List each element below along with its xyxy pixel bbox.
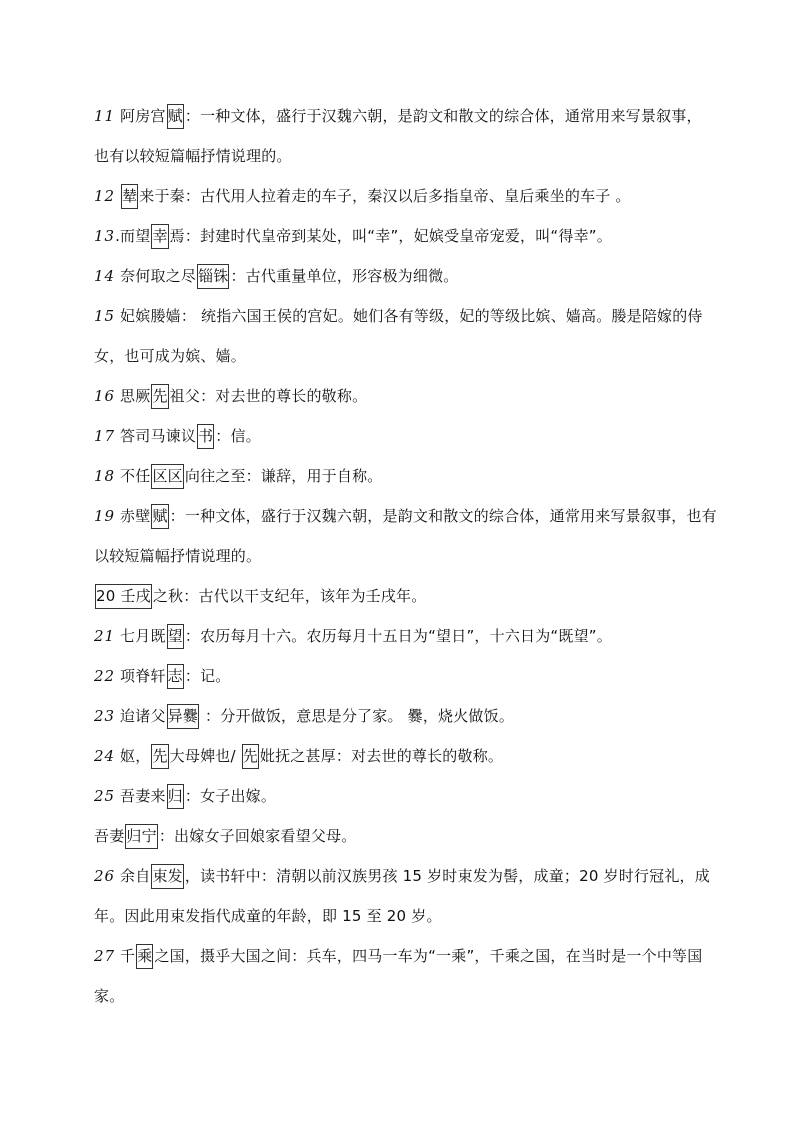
boxed-term: 乘 [136, 944, 153, 969]
entry-text: 吾妻 [94, 827, 125, 845]
annotation-entry [94, 496, 724, 576]
entry-text: ：一种文体，盛行于汉魏六朝，是韵文和散文的综合体，通常用来写景叙事，也有以较短篇幅抒情说理的。 [94, 107, 702, 165]
annotation-entry [94, 616, 714, 656]
annotation-entry [94, 656, 714, 696]
annotation-entry [94, 736, 714, 776]
annotation-entry [94, 176, 714, 216]
annotation-entry [94, 96, 714, 176]
boxed-term: 锱铢 [197, 264, 229, 289]
entry-text: ：农历每月十六。农历每月十五日为“望日”，十六日为“既望”。 [184, 627, 612, 645]
annotation-entry [94, 216, 714, 256]
boxed-term: 区区 [151, 464, 183, 489]
boxed-term: 归宁 [125, 824, 157, 849]
entry-text: 千 [115, 947, 136, 965]
entry-text: 答司马谏议 [115, 427, 197, 445]
boxed-term: 20 壬戌 [95, 584, 152, 609]
entry-text: 妣抚之甚厚：对去世的尊长的敬称。 [259, 747, 504, 765]
entry-text [115, 187, 120, 205]
entry-number: 25 [94, 787, 116, 805]
entry-text: 吾妻来 [115, 787, 166, 805]
entry-text: 焉：封建时代皇帝到某处，叫“幸”，妃嫔受皇帝宠爱，叫“得幸”。 [169, 227, 612, 245]
entry-text: ：信。 [215, 427, 261, 445]
entry-text: 之国，摄乎大国之间：兵车，四马一车为“一乘”，千乘之国，在当时是一个中等国家。 [94, 947, 703, 1005]
boxed-term: 先 [242, 744, 259, 769]
annotation-entry [94, 256, 714, 296]
annotation-entry [94, 416, 714, 456]
annotation-entry [94, 296, 714, 376]
entry-text: ：出嫁女子回娘家看望父母。 [158, 827, 357, 845]
entry-number: 18 [94, 467, 116, 485]
annotation-entry [94, 816, 714, 856]
entry-text: 来于秦：古代用人拉着走的车子，秦汉以后多指皇帝、皇后乘坐的车子 。 [139, 187, 631, 205]
entry-number: 11 [94, 107, 116, 125]
entry-text: 不任 [115, 467, 151, 485]
boxed-term: 异爨 [167, 704, 199, 729]
entry-number: 13 [94, 227, 116, 245]
boxed-term: 书 [197, 424, 214, 449]
entry-number: 12 [94, 187, 116, 205]
entry-number: 16 [94, 387, 116, 405]
entry-text: 之秋：古代以干支纪年，该年为壬戌年。 [152, 587, 427, 605]
entry-text: 项脊轩 [115, 667, 166, 685]
entry-text: ：女子出嫁。 [184, 787, 277, 805]
entry-text: 思厥 [115, 387, 151, 405]
annotation-entry [94, 936, 714, 1016]
entry-text: 妃嫔媵嫱： 统指六国王侯的宫妃。她们各有等级，妃的等级比嫔、嫱高。媵是陪嫁的侍女，也可成为嫔、嫱。 [94, 307, 703, 365]
boxed-term: 赋 [167, 104, 184, 129]
entry-text: ：记。 [184, 667, 231, 685]
entry-number: 21 [94, 627, 116, 645]
annotation-entry [94, 376, 714, 416]
annotation-entry [94, 456, 714, 496]
entry-text: .而望 [115, 227, 151, 245]
annotation-entry [94, 776, 714, 816]
entry-number: 19 [94, 507, 116, 525]
entry-text: 七月既 [115, 627, 166, 645]
entry-number: 23 [94, 707, 116, 725]
boxed-term: 望 [167, 624, 184, 649]
boxed-term: 归 [167, 784, 184, 809]
boxed-term: 幸 [151, 224, 168, 249]
boxed-term: 先 [151, 384, 168, 409]
boxed-term: 束发 [151, 864, 183, 889]
entry-text: 赤壁 [115, 507, 151, 525]
entry-text: 祖父：对去世的尊长的敬称。 [169, 387, 368, 405]
entry-text: 向往之至：谦辞，用于自称。 [184, 467, 383, 485]
entry-text: 阿房宫 [115, 107, 166, 125]
entry-number: 26 [94, 867, 116, 885]
entry-text: 余自 [115, 867, 151, 885]
entry-text: 妪， [115, 747, 151, 765]
boxed-term: 赋 [151, 504, 168, 529]
entry-text: 大母婢也/ [169, 747, 241, 765]
entry-number: 24 [94, 747, 116, 765]
annotation-entry [94, 576, 714, 616]
annotation-entry [94, 856, 714, 936]
entry-text: ：古代重量单位，形容极为细微。 [230, 267, 459, 285]
entry-number: 27 [94, 947, 116, 965]
annotation-list [94, 96, 717, 1016]
entry-number: 22 [94, 667, 116, 685]
annotation-entry [94, 696, 714, 736]
entry-text: ：分开做饭，意思是分了家。 爨，烧火做饭。 [200, 707, 515, 725]
entry-text: ，读书轩中：清朝以前汉族男孩 15 岁时束发为髻，成童；20 岁时行冠礼，成年。因此用束发指代成童的年龄，即 15 至 20 岁。 [94, 867, 710, 925]
entry-number: 17 [94, 427, 116, 445]
entry-number: 15 [94, 307, 116, 325]
entry-text: ：一种文体，盛行于汉魏六朝，是韵文和散文的综合体，通常用来写景叙事，也有以较短篇幅抒情说理的。 [94, 507, 717, 565]
entry-number: 14 [94, 267, 116, 285]
boxed-term: 志 [167, 664, 184, 689]
boxed-term: 先 [151, 744, 168, 769]
entry-text: 奈何取之尽 [115, 267, 197, 285]
boxed-term: 辇 [121, 184, 138, 209]
entry-text: 迨诸父 [115, 707, 166, 725]
